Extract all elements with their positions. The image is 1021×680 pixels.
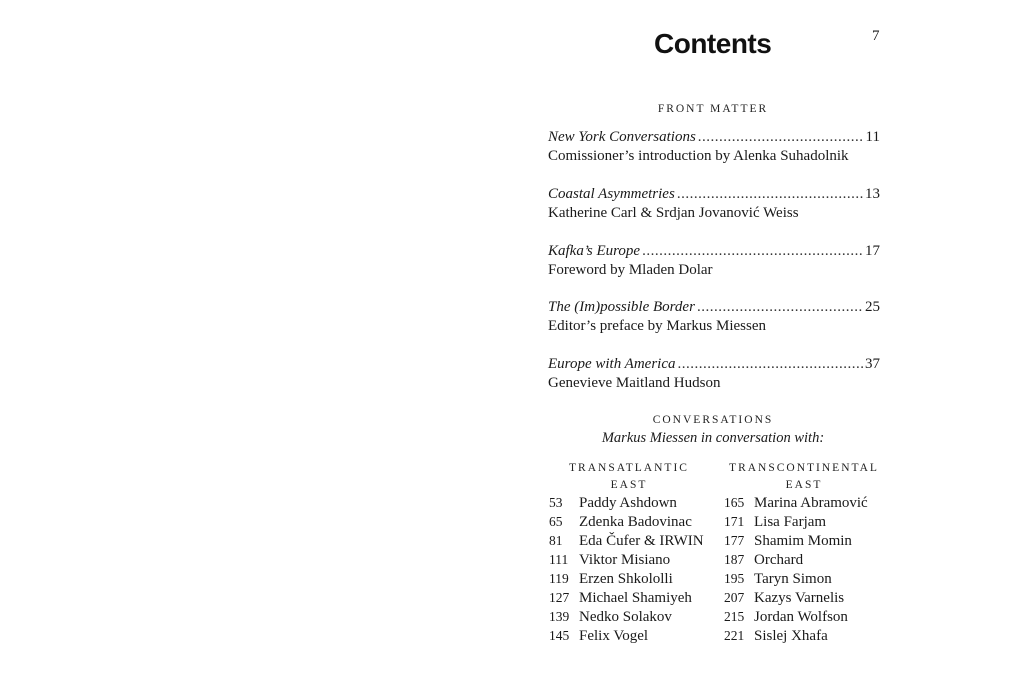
list-item-page: 127 [549,590,570,605]
list-item-page: 215 [724,609,745,624]
conversations-heading: CONVERSATIONS [652,414,774,426]
list-item [549,495,704,514]
list-item [724,609,868,628]
list-item-page: 207 [724,590,745,605]
toc-entry-description: Comissioner’s introduction by Alenka Suhadolnik [548,148,849,164]
toc-entry-page: 17 [865,243,880,259]
list-item-page: 195 [724,571,745,586]
list-item-name: Shamim Momin [754,533,852,549]
dot-leader [678,355,864,374]
column-heading-line: TRANSCONTINENTAL [729,462,879,474]
list-item [724,628,868,647]
list-item-page: 145 [549,628,570,643]
toc-entry-description: Katherine Carl & Srdjan Jovanović Weiss [548,205,799,221]
list-item-page: 65 [549,514,563,529]
dot-leader [697,298,863,317]
dot-leader [677,185,863,204]
column-heading-line: EAST [785,479,823,491]
list-item-name: Nedko Solakov [579,609,672,625]
list-item-name: Marina Abramović [754,495,868,511]
conversation-list-transcontinental [724,495,868,647]
list-item-name: Jordan Wolfson [754,609,848,625]
list-item-page: 81 [549,533,563,548]
toc-entry [548,298,880,336]
column-heading-transcontinental [724,460,884,494]
toc-entry-page: 37 [865,356,880,372]
list-item-name: Zdenka Badovinac [579,514,692,530]
toc-entry-page: 25 [865,299,880,315]
conversation-list-transatlantic [549,495,704,647]
page-number: 7 [872,28,880,44]
list-item [549,552,704,571]
list-item [549,533,704,552]
list-item [549,628,704,647]
list-item [549,514,704,533]
page-title: Contents [654,28,772,59]
list-item-name: Erzen Shkololli [579,571,673,587]
list-item-name: Eda Čufer & IRWIN [579,533,704,549]
list-item [724,514,868,533]
toc-entry-title: Coastal Asymmetries [548,186,675,202]
dot-leader [642,242,863,261]
list-item [724,590,868,609]
toc-entry-description: Editor’s preface by Markus Miessen [548,318,766,334]
toc-entry-title: Europe with America [548,356,676,372]
list-item [724,533,868,552]
list-item [724,495,868,514]
list-item-name: Kazys Varnelis [754,590,845,606]
toc-entry-description: Genevieve Maitland Hudson [548,375,721,391]
toc-entry [548,128,880,166]
list-item-page: 221 [724,628,745,643]
list-item [549,590,704,609]
front-matter-heading: FRONT MATTER [657,103,769,115]
conversations-subheading: Markus Miessen in conversation with: [601,430,825,446]
list-item-name: Sislej Xhafa [754,628,828,644]
list-item-page: 111 [549,552,569,567]
list-item-page: 119 [549,571,569,586]
list-item-page: 177 [724,533,745,548]
toc-entry-title: The (Im)possible Border [548,299,695,315]
list-item-page: 171 [724,514,745,529]
toc-entry-title: New York Conversations [548,129,696,145]
list-item-name: Lisa Farjam [754,514,827,530]
list-item-name: Orchard [754,552,804,568]
dot-leader [698,128,864,147]
column-heading-line: EAST [610,479,648,491]
list-item-name: Taryn Simon [754,571,832,587]
list-item-name: Felix Vogel [579,628,649,644]
list-item [724,552,868,571]
list-item-page: 165 [724,495,745,510]
list-item-name: Michael Shamiyeh [579,590,692,606]
toc-entry [548,242,880,280]
list-item-name: Viktor Misiano [579,552,671,568]
list-item [549,571,704,590]
list-item-name: Paddy Ashdown [579,495,677,511]
toc-entry-page: 11 [865,129,880,145]
toc-entry-page: 13 [865,186,880,202]
list-item-page: 187 [724,552,745,567]
toc-entry [548,355,880,393]
list-item [549,609,704,628]
list-item-page: 139 [549,609,570,624]
column-heading-line: TRANSATLANTIC [569,462,689,474]
toc-entry-description: Foreword by Mladen Dolar [548,262,713,278]
toc-entry [548,185,880,223]
list-item-page: 53 [549,495,563,510]
list-item [724,571,868,590]
toc-entry-title: Kafka’s Europe [548,243,641,259]
column-heading-transatlantic [566,460,692,494]
